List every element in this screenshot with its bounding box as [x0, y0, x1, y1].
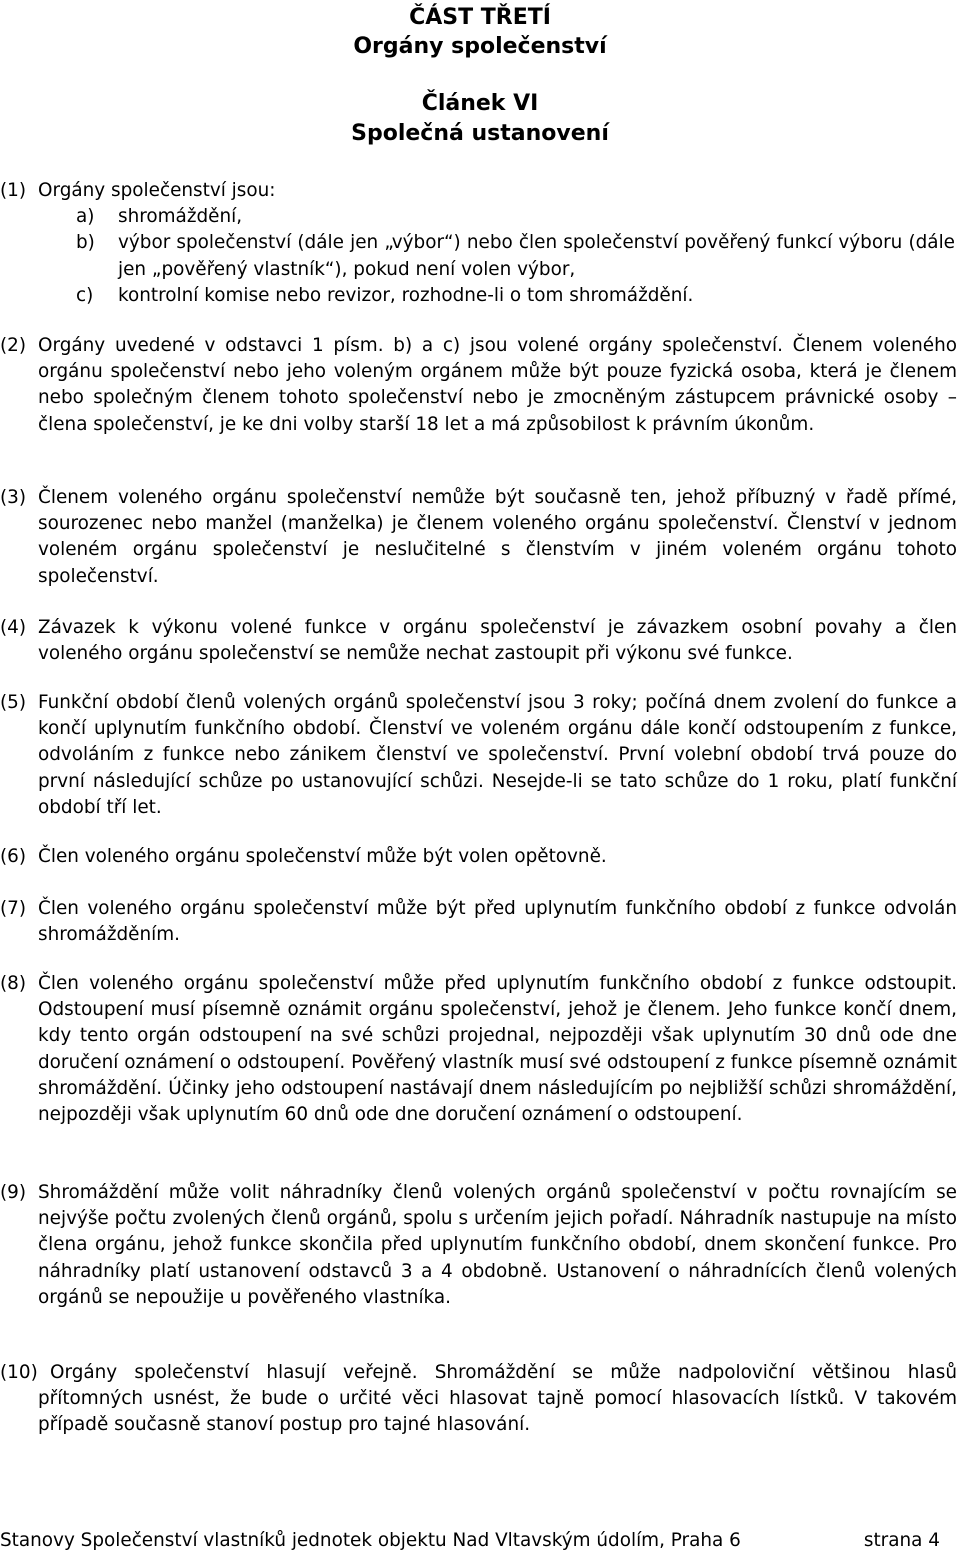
paragraph-8: [0, 971, 957, 1128]
paragraph-text: Člen voleného orgánu společenství může být volen opětovně.: [38, 846, 607, 867]
part-heading: ČÁST TŘETÍ: [409, 5, 551, 30]
paragraph-text: Orgány uvedené v odstavci 1 písm. b) a c) jsou volené orgány společenství. Členem voleného orgánu společenství nebo jeho voleným orgánem může být pouze fyzická osoba, která je členem nebo společným členem tohoto společenství nebo je zmocněným zástupcem právnické osoby – člena společenství, je ke dni volby starší 18 let a má způsobilost k právním úkonům.: [38, 335, 957, 435]
article-title: Společná ustanovení: [351, 121, 609, 146]
organ-list: [76, 204, 957, 309]
paragraph-1: [0, 178, 957, 309]
paragraph-text: Shromáždění může volit náhradníky členů volených orgánů společenství v počtu rovnajícím se nejvýše počtu zvolených členů orgánů, spolu s určením jejich pořadí. Náhradník nastupuje na místo člena orgánu, jehož funkce skončila před uplynutím funkčního období, dnem skončení funkce. Pro náhradníky platí ustanovení odstavců 3 a 4 obdobně. Ustanovení o náhradnících členů volených orgánů se nepoužije u pověřeného vlastníka.: [38, 1182, 957, 1308]
article-heading: Článek VI: [421, 91, 539, 116]
list-item: c) kontrolní komise nebo revizor, rozhodne-li o tom shromáždění.: [76, 284, 694, 306]
paragraph-3: [0, 485, 957, 590]
page-footer: [0, 1528, 940, 1554]
paragraph-number: (7): [0, 898, 27, 919]
paragraph-number: (9): [0, 1182, 27, 1203]
paragraph-number: (2): [0, 335, 27, 356]
paragraph-text: Závazek k výkonu volené funkce v orgánu společenství je závazkem osobní povahy a člen voleného orgánu společenství se nemůže nechat zastoupit při výkonu své funkce.: [38, 617, 957, 665]
paragraph-text: Orgány společenství jsou:: [38, 180, 276, 201]
paragraph-2: [0, 333, 957, 438]
list-item: a) shromáždění,: [76, 206, 243, 228]
paragraph-text: Orgány společenství hlasují veřejně. Shromáždění se může nadpoloviční většinou hlasů přítomných usnést, že bude o určité věci hlasovat tajně pomocí hlasovacích lístků. V takovém případě současně stanoví postup pro tajné hlasování.: [38, 1362, 957, 1436]
paragraph-number: (5): [0, 692, 27, 713]
paragraph-4: [0, 615, 957, 667]
paragraph-number: (8): [0, 973, 27, 994]
paragraph-5: [0, 690, 957, 821]
paragraph-10: [0, 1360, 957, 1439]
page-number: strana 4: [863, 1530, 940, 1551]
paragraph-number: (10): [0, 1362, 38, 1383]
paragraph-text: Člen voleného orgánu společenství může před uplynutím funkčního období z funkce odstoupit. Odstoupení musí písemně oznámit orgánu společenství, jehož je členem. Jeho funkce končí dnem, kdy tento orgán odstoupení na své schůzi projednal, nejpozději však uplynutím 30 dnů ode dne doručení oznámení o odstoupení. Pověřený vlastník musí své odstoupení z funkce písemně oznámit shromáždění. Účinky jeho odstoupení nastávají dnem následujícím po nejbližší schůzi shromáždění, nejpozději však uplynutím 60 dnů ode dne doručení oznámení o odstoupení.: [38, 973, 957, 1126]
paragraph-6: [0, 844, 957, 870]
paragraph-7: [0, 896, 957, 948]
paragraph-text: Členem voleného orgánu společenství nemůže být současně ten, jehož příbuzný v řadě přímé, sourozenec nebo manžel (manželka) je členem voleného orgánu společenství. Členství v jednom voleném orgánu společenství je neslučitelné s členstvím v jiném voleném orgánu tohoto společenství.: [38, 487, 957, 587]
part-title: Orgány společenství: [353, 34, 607, 59]
paragraph-text: Funkční období členů volených orgánů společenství jsou 3 roky; počíná dnem zvolení do funkce a končí uplynutím funkčního období. Členství ve voleném orgánu dále končí odstoupením z funkce, odvoláním z funkce nebo zánikem členství ve společenství. První volební období trvá pouze do první následující schůze po ustanovující schůzi. Nesejde-li se tato schůze do 1 roku, platí funkční období tří let.: [38, 692, 957, 818]
paragraph-number: (3): [0, 487, 27, 508]
footer-document-title: Stanovy Společenství vlastníků jednotek objektu Nad Vltavským údolím, Praha 6: [0, 1530, 741, 1551]
paragraph-number: (4): [0, 617, 27, 638]
paragraph-text: Člen voleného orgánu společenství může být před uplynutím funkčního období z funkce odvolán shromážděním.: [38, 898, 957, 946]
list-item: b) výbor společenství (dále jen „výbor“) nebo člen společenství pověřený funkcí výboru (dále jen „pověřený vlastník“), pokud není volen výbor,: [76, 232, 955, 280]
paragraph-number: (6): [0, 846, 27, 867]
paragraph-9: [0, 1180, 957, 1311]
paragraph-number: (1): [0, 180, 27, 201]
